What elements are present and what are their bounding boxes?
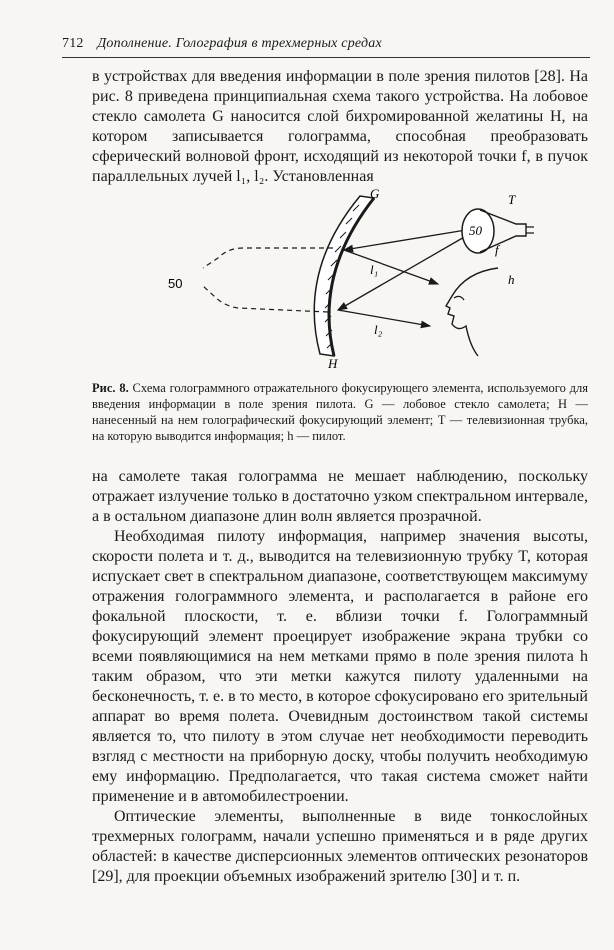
header-rule bbox=[62, 57, 590, 58]
figure-8-diagram bbox=[148, 186, 568, 372]
page-number: 712 bbox=[62, 36, 84, 51]
virtual-image-label: 50 bbox=[168, 276, 183, 291]
paragraph-3: Необходимая пилоту информация, например значения высоты, скорости полета и т. д., выводится на телевизионную трубку T, которая испускает свет в спектральном диапазоне, соответствующем максимуму отражения голограммного элемента, и располагается в районе его фокальной плоскости, т. е. вблизи точки f. Голограммный фокусирующий элемент проецирует изображение экрана трубки со всеми появляющимися на нем метками прямо в поле зрения пилота h таким образом, что эти метки кажутся пилоту удаленными на бесконечность, т. е. в то место, в которое сфокусировано его зрительный аппарат во время полета. Очевидным достоинством такой системы является то, что пилоту в этом случае нет необходимости переводить взгляд с местности на приборную доску, чтобы получить необходимую ему информацию. Предполагается, что такая система сможет найти применение и в автомобилестроении. bbox=[92, 528, 588, 805]
caption-label: Рис. 8. bbox=[92, 381, 129, 395]
label-g: G bbox=[370, 186, 380, 201]
light-rays bbox=[338, 230, 466, 326]
windshield-glass bbox=[314, 196, 374, 356]
pilot-head bbox=[446, 268, 498, 356]
figure-caption bbox=[92, 380, 588, 444]
paragraph-1-text: в устройствах для введения информации в поле зрения пилотов [28]. На рис. 8 приведена принципиальная схема такого устройства. На лобовое стекло самолета G наносится слой бихромированной желатины H, на котором записывается голограмма, способная преобразовать сферический волновой фронт, исходящий из некоторой точки f, в пучок параллельных лучей l₁, l₂. Установленная bbox=[92, 68, 588, 185]
label-h-hologram: H bbox=[328, 356, 338, 371]
figure-8 bbox=[148, 186, 568, 372]
paragraph-2: на самолете такая голограмма не мешает наблюдению, поскольку отражает излучение только в достаточно узком спектральном интервале, а в остальном диапазоне длин волн является прозрачной. bbox=[92, 468, 588, 525]
body-continued bbox=[92, 467, 588, 887]
label-l2: l₂ bbox=[374, 322, 383, 337]
label-f: f bbox=[495, 242, 499, 257]
tube-screen-label: 50 bbox=[469, 223, 482, 238]
running-header bbox=[62, 36, 590, 52]
caption-text: Схема голограммного отражательного фокусирующего элемента, используемого для введения информации в поле зрения пилота. G — лобовое стекло самолета; H — нанесенный на нем голографический фокусирующий элемент; T — телевизионная трубка, на которую выводится информация; h — пилот. bbox=[92, 381, 588, 443]
label-t: T bbox=[508, 192, 516, 207]
paragraph-1 bbox=[92, 67, 588, 187]
label-pilot-h: h bbox=[508, 272, 515, 287]
label-l1: l₁ bbox=[370, 262, 379, 277]
paragraph-4: Оптические элементы, выполненные в виде тонкослойных трехмерных голограмм, начали успешно применяться и в ряде других областей: в качестве дисперсионных элементов оптических резонаторов [29], для проекции объемных изображений зрителю [30] и т. п. bbox=[92, 808, 588, 885]
virtual-rays bbox=[203, 248, 333, 312]
running-title: Дополнение. Голография в трехмерных средах bbox=[97, 36, 382, 51]
pilot-eye bbox=[454, 296, 464, 300]
